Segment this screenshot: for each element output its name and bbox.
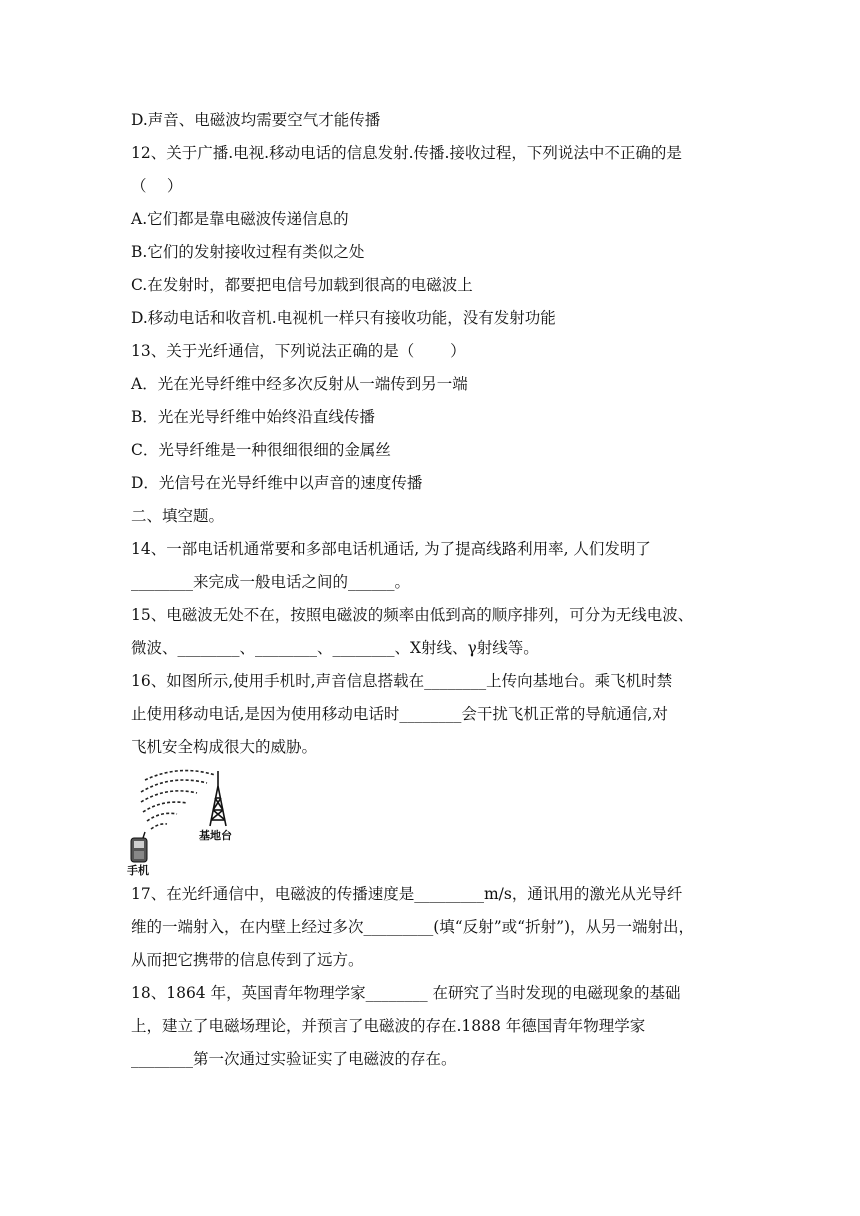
question-12-bracket: （ ） [131, 177, 183, 195]
phone-base-station-figure [127, 766, 267, 878]
question-13-stem: 13、关于光纤通信，下列说法正确的是（ ） [131, 342, 466, 360]
question-18-line-1: 18、1864 年，英国青年物理学家________ 在研究了当时发现的电磁现象的基础 [131, 984, 681, 1002]
question-13-option-c: C．光导纤维是一种很细很细的金属丝 [131, 441, 391, 459]
question-18-line-3: ________第一次通过实验证实了电磁波的存在。 [131, 1050, 457, 1068]
base-station-label: 基地台 [199, 829, 232, 842]
worksheet-page [127, 104, 731, 1076]
question-15-line-2: 微波、________、________、________、X射线、γ射线等。 [131, 639, 539, 657]
question-12-option-a: A.它们都是靠电磁波传递信息的 [131, 210, 349, 228]
phone-label: 手机 [127, 864, 149, 877]
question-12-option-c: C.在发射时，都要把电信号加载到很高的电磁波上 [131, 276, 473, 294]
base-station-tower-icon [210, 771, 226, 826]
question-17-line-2: 维的一端射入，在内壁上经过多次_________(填“反射”或“折射”)，从另一端射出， [131, 918, 695, 936]
line-d-option-q11: D.声音、电磁波均需要空气才能传播 [131, 111, 381, 129]
question-18-line-2: 上，建立了电磁场理论，并预言了电磁波的存在.1888 年德国青年物理学家 [131, 1017, 646, 1035]
question-13-option-b: B．光在光导纤维中始终沿直线传播 [131, 408, 375, 426]
question-16-line-1: 16、如图所示,使用手机时,声音信息搭载在________上传向基地台。乘飞机时禁 [131, 672, 673, 690]
mobile-phone-icon [131, 832, 147, 862]
question-12-stem: 12、关于广播.电视.移动电话的信息发射.传播.接收过程，下列说法中不正确的是 [131, 144, 682, 162]
question-14-line-2: ________来完成一般电话之间的______。 [131, 573, 411, 591]
question-16-line-2: 止使用移动电话,是因为使用移动电话时________会干扰飞机正常的导航通信,对 [131, 705, 668, 723]
question-17-line-3: 从而把它携带的信息传到了远方。 [131, 951, 364, 969]
section-heading-fill-in: 二、填空题。 [131, 507, 225, 525]
question-16-line-3: 飞机安全构成很大的威胁。 [131, 738, 318, 756]
question-12-option-d: D.移动电话和收音机.电视机一样只有接收功能，没有发射功能 [131, 309, 556, 327]
question-17-line-1: 17、在光纤通信中，电磁波的传播速度是_________m/s，通讯用的激光从光导纤 [131, 885, 683, 903]
question-13-option-d: D．光信号在光导纤维中以声音的速度传播 [131, 474, 423, 492]
question-12-option-b: B.它们的发射接收过程有类似之处 [131, 243, 365, 261]
question-14-line-1: 14、一部电话机通常要和多部电话机通话, 为了提高线路利用率, 人们发明了 [131, 540, 651, 558]
question-13-option-a: A．光在光导纤维中经多次反射从一端传到另一端 [131, 375, 468, 393]
question-15-line-1: 15、电磁波无处不在，按照电磁波的频率由低到高的顺序排列，可分为无线电波、 [131, 606, 694, 624]
